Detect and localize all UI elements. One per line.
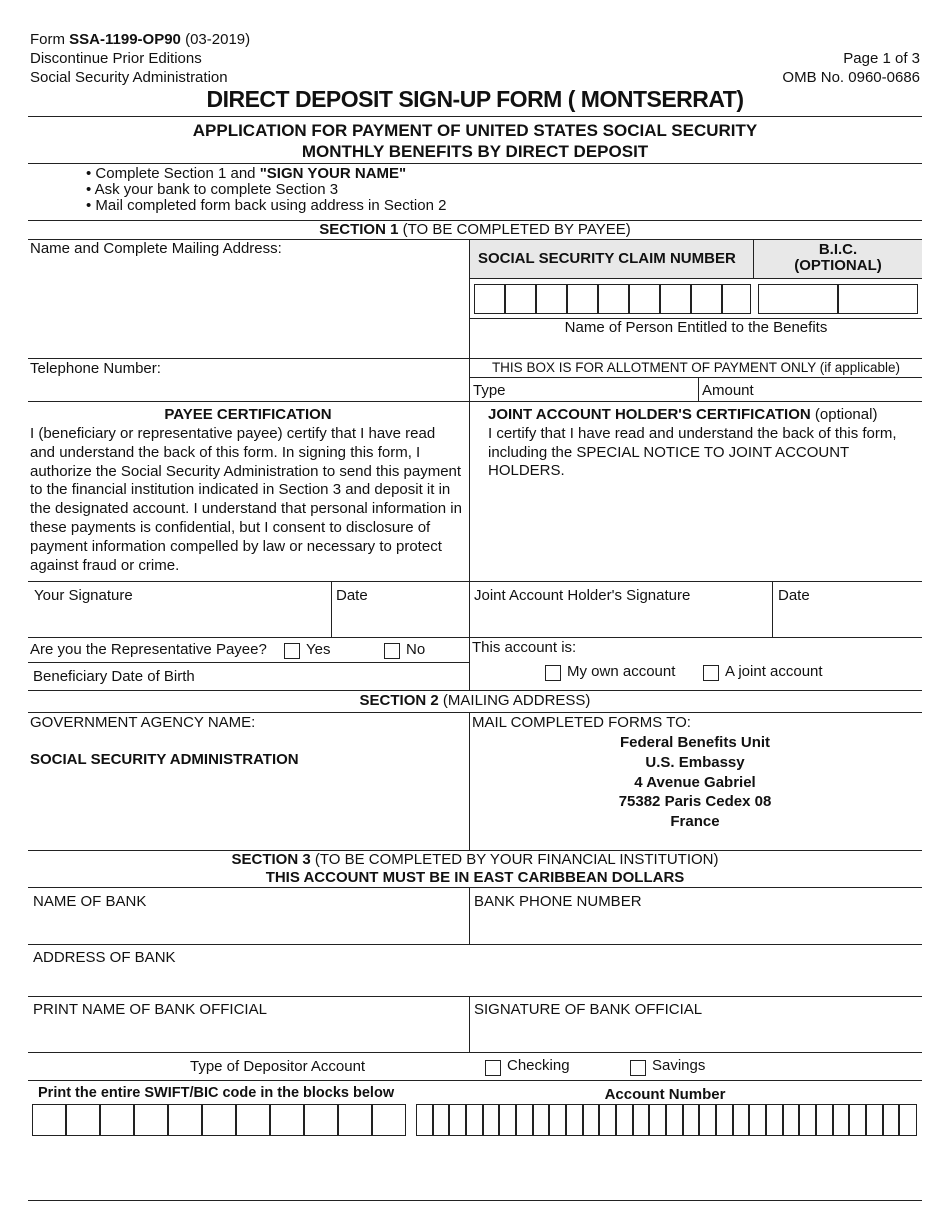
bic-boxes[interactable] <box>758 284 918 314</box>
page-title: DIRECT DEPOSIT SIGN-UP FORM ( MONTSERRAT) <box>206 86 744 112</box>
bank-phone-field[interactable] <box>471 910 921 942</box>
instruction-1: • Complete Section 1 and "SIGN YOUR NAME" <box>86 165 407 182</box>
allotment-label: THIS BOX IS FOR ALLOTMENT OF PAYMENT ONLY (if applicable) <box>491 360 901 375</box>
section3-heading: SECTION 3 (TO BE COMPLETED BY YOUR FINANCIAL INSTITUTION) THIS ACCOUNT MUST BE IN EAST CARIBBEAN DOLLARS <box>0 851 950 887</box>
bank-address-label: ADDRESS OF BANK <box>33 949 176 966</box>
savings-label: Savings <box>652 1057 706 1074</box>
mail-to-label: MAIL COMPLETED FORMS TO: <box>472 714 691 731</box>
print-official-field[interactable] <box>30 1018 466 1050</box>
ssn-header: SOCIAL SECURITY CLAIM NUMBER <box>478 250 736 267</box>
instruction-2: • Ask your bank to complete Section 3 <box>86 181 339 198</box>
bank-name-field[interactable] <box>30 910 466 942</box>
own-account-checkbox[interactable] <box>545 665 561 681</box>
instruction-3: • Mail completed form back using address in Section 2 <box>86 197 447 214</box>
telephone-label: Telephone Number: <box>30 360 161 377</box>
ssn-number-boxes[interactable] <box>474 284 751 314</box>
joint-date-label: Date <box>778 587 810 604</box>
sign-official-field[interactable] <box>471 1018 921 1050</box>
swift-label: Print the entire SWIFT/BIC code in the blocks below <box>38 1085 395 1101</box>
date-label: Date <box>336 587 368 604</box>
depositor-type-label: Type of Depositor Account <box>190 1058 366 1075</box>
joint-date-field[interactable] <box>774 605 920 635</box>
account-number-label: Account Number <box>604 1086 726 1103</box>
date-field[interactable] <box>333 605 467 635</box>
mailing-address: Federal Benefits Unit U.S. Embassy 4 Avenue Gabriel 75382 Paris Cedex 08 France <box>618 734 772 831</box>
yes-label: Yes <box>306 641 331 658</box>
rep-payee-no-checkbox[interactable] <box>384 643 400 659</box>
form-id-block <box>30 30 250 87</box>
joint-cert-title: JOINT ACCOUNT HOLDER'S CERTIFICATION <box>488 406 811 423</box>
own-account-label: My own account <box>567 663 676 680</box>
swift-code-boxes[interactable] <box>32 1104 406 1136</box>
omb-number: OMB No. 0960-0686 <box>782 69 920 86</box>
print-official-label: PRINT NAME OF BANK OFFICIAL <box>33 1001 267 1018</box>
gov-agency-name: SOCIAL SECURITY ADMINISTRATION <box>30 751 299 768</box>
joint-signature-label: Joint Account Holder's Signature <box>474 587 691 604</box>
checking-label: Checking <box>507 1057 570 1074</box>
your-signature-field[interactable] <box>30 605 328 635</box>
joint-cert-block: JOINT ACCOUNT HOLDER'S CERTIFICATION (optional) I certify that I have read and understand the back of this form, including the SPECIAL NOTICE TO JOINT ACCOUNT HOLDERS. <box>488 406 897 480</box>
your-signature-label: Your Signature <box>34 587 133 604</box>
rep-payee-yes-checkbox[interactable] <box>284 643 300 659</box>
agency-name: Social Security Administration <box>30 69 228 86</box>
joint-account-checkbox[interactable] <box>703 665 719 681</box>
form-id-line: Form SSA-1199-OP90 (03-2019) <box>30 31 251 48</box>
joint-cert-text: I certify that I have read and understand the back of this form, including the SPECIAL NOTICE TO JOINT ACCOUNT HOLDERS. <box>488 424 897 480</box>
currency-note: THIS ACCOUNT MUST BE IN EAST CARIBBEAN DOLLARS <box>265 869 685 886</box>
checking-checkbox[interactable] <box>485 1060 501 1076</box>
person-entitled-label: Name of Person Entitled to the Benefits <box>564 319 828 336</box>
form-number: SSA-1199-OP90 <box>69 31 181 48</box>
no-label: No <box>406 641 426 658</box>
beneficiary-dob-label: Beneficiary Date of Birth <box>33 668 195 685</box>
bank-name-label: NAME OF BANK <box>33 893 147 910</box>
bank-phone-label: BANK PHONE NUMBER <box>474 893 642 910</box>
section2-heading: SECTION 2 (MAILING ADDRESS) <box>359 692 591 709</box>
bank-address-field[interactable] <box>30 966 920 994</box>
account-is-label: This account is: <box>472 639 577 656</box>
amount-label: Amount <box>702 382 754 399</box>
rep-payee-question: Are you the Representative Payee? <box>30 641 267 658</box>
form-date: (03-2019) <box>185 31 251 48</box>
page-info-block <box>782 49 920 87</box>
bic-header: B.I.C. (OPTIONAL) <box>794 241 882 274</box>
name-address-label: Name and Complete Mailing Address: <box>30 240 282 257</box>
savings-checkbox[interactable] <box>630 1060 646 1076</box>
name-address-field[interactable] <box>30 256 460 356</box>
sign-official-label: SIGNATURE OF BANK OFFICIAL <box>474 1001 703 1018</box>
payee-cert-title: PAYEE CERTIFICATION <box>164 406 332 423</box>
gov-agency-label: GOVERNMENT AGENCY NAME: <box>30 714 256 731</box>
section1-heading: SECTION 1 (TO BE COMPLETED BY PAYEE) <box>319 221 631 238</box>
page-number: Page 1 of 3 <box>843 50 920 67</box>
joint-signature-field[interactable] <box>471 605 769 635</box>
type-label: Type <box>473 382 506 399</box>
discontinue-note: Discontinue Prior Editions <box>30 50 202 67</box>
instructions-list <box>86 166 446 214</box>
payee-cert-text: I (beneficiary or representative payee) certify that I have read and understand the back of this form. In signing this form, I authorize the Social Security Administration to send this payment to the financial institution indicated in Section 3 and deposit it in the designated account. I understand that personal information in these payments is confidential, but I consent to disclosure of payment information compelled by law or necessary to protect against fraud or crime. <box>30 425 462 574</box>
joint-account-label: A joint account <box>725 663 823 680</box>
page-subtitle: APPLICATION FOR PAYMENT OF UNITED STATES SOCIAL SECURITY MONTHLY BENEFITS BY DIRECT DEPOSIT <box>192 121 758 161</box>
account-number-boxes[interactable] <box>416 1104 917 1136</box>
